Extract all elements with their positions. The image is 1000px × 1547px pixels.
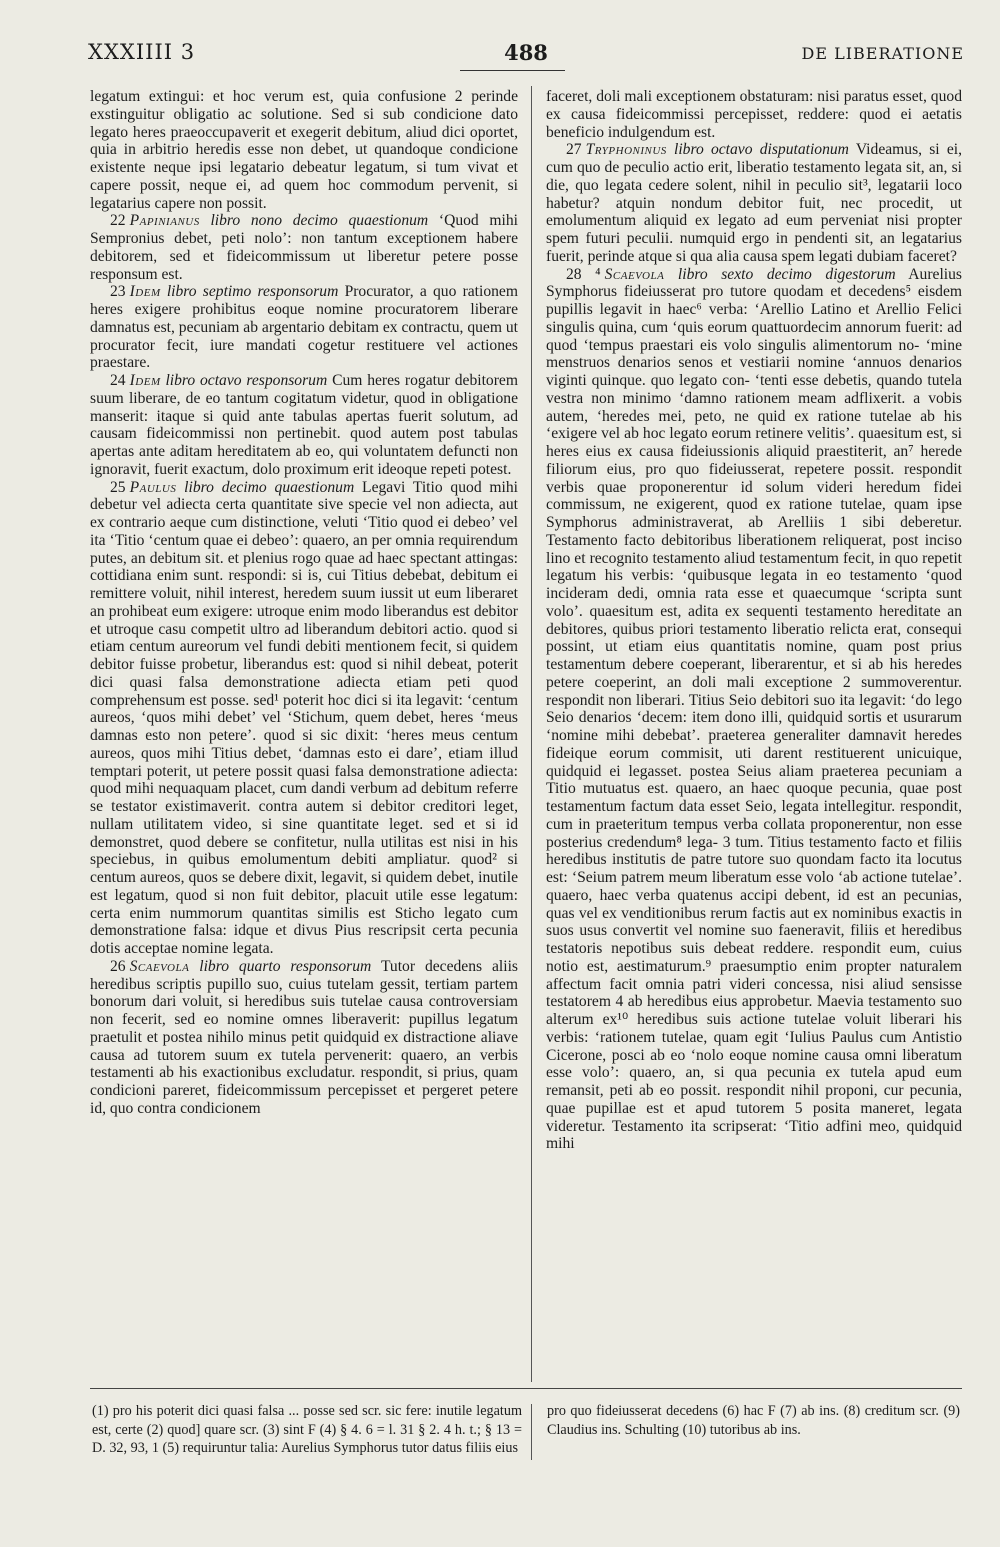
fragment-text: Aurelius Symphorus fideiusserat pro tutore quodam et decedens⁵ eisdem pupillis legavit in haec⁶ verba: ‘Arellio Latino et Arellio Felici singulis quina, cum ‘quis eorum quattuordecim annorum fuerit: ad quod ‘tempus praestari eis volo singulis alimentorum no- ‘mine menstruos denarios senos et vestiarii nomine ‘annuos denarios viginti quinque. quo legato con- ‘tenti esse debetis, quando tutela vestra non minimo ‘damno rationem meam adflixerit. a vobis autem, ‘heredes mei, peto, ne quid ex ratione tutelae ab his ‘exigere vel ab hoc legato eorum retinere velitis’. quaesitum est, si heres eius ex causa fideiussionis aliquid praestiterit, an⁷ herede filiorum eius, pro quo fideiusserat, repetere possit. respondit verbis quae proponerentur id solum videri heredum fidei commissum, ne exigerent, quod ex ratione tutelae, quam ipse Symphorus administraverat, ab Arelliis 1 sibi deberetur. Testamento facto debitoribus liberationem reliquerat, post inciso lino et recognito testamento aliud testamentum fecit, in quo repetit legatum his verbis: ‘quibusque legata in eo testamento ‘quod incideram dedi, omnia rata esse et quaecumque ‘scripta sunt volo’. quaesitum est, adita ex sequenti testamento hereditate an debitores, quibus priori testamento liberatio relicta erat, consequi possint, ut etiam eius quantitatis nomine, quam post prius testamentum debere coeperant, liberarentur, et si ab his heredes petere coeperint, an doli mali exceptione 2 summoverentur. respondit non liberari. Titius Seio debitori suo ita legavit: ‘do lego Seio denarios ‘decem: item dono illi, quidquid sortis et usurarum ‘nomine mihi debebat’. praeterea generaliter damnavit heredes fideique eorum commisit, uti darent restituerent unicuique, quidquid ei legasset. postea Seius aliam praeterea pecuniam a Titio mutuatus est. quaero, an haec quoque pecunia, quae post testamentum factum data esset Seio, legata intellegitur. respondit, cum in praeteritum tempus verba collata proponerentur, non esse posterius credendum⁸ lega- 3 tum. Titius testamento facto et filiis heredibus institutis de patre tutore suo quondam facto ita locutus est: ‘Seium patrem meum liberatum esse volo ‘ab actione tutelae’. quaero, haec verba quatenus accipi debent, id est an pecunias, quas vel ex venditionibus rerum factis aut ex nominibus exactis in suos usus convertit vel nomine suo faeneravit, filiis et heredibus testatoris nepotibus suis debeat reddere. respondit eum, cuius notio est, aestimaturum.⁹ praesumptio enim propter naturalem affectum facit omnia patri videri concessa, nisi aliud sensisse testatorem 4 ab heredibus eius approbetur. Maevia testamento suo alterum ex¹⁰ heredibus suis actione tutelae voluit liberari his verbis: ‘rationem tutelae, quam egit ‘Iulius Paulus cum Antistio Cicerone, posci ab eo ‘nolo eoque nomine causa omni liberatum esse volo’: quaero, an, si qua pecunia ex tutela apud eum remansit, peti ab eo possit. respondit nihil proponi, cur pecunia, quae pupillae est et apud tutorem 5 posita maneret, legata videretur. Testamento ita scripserat: ‘Titio adfini meo, quidquid mihi — [546, 265, 962, 1153]
jurist-name: Papinianus — [129, 212, 200, 230]
footnotes-right: pro quo fideiusserat decedens (6) hac F (7) ab ins. (8) creditum scr. (9) Claudius ins. Schulting (10) tutoribus ab ins. — [547, 1403, 960, 1438]
fragment-paragraph — [546, 266, 962, 1154]
jurist-name: Scaevola — [129, 957, 190, 975]
page-number-rule — [460, 70, 565, 71]
left-column — [90, 88, 518, 1380]
page-number: 488 — [504, 40, 548, 65]
jurist-name: Paulus — [129, 478, 177, 496]
fragment-text: Videamus, si ei, cum quo de peculio actio erit, liberatio testamento legata sit, an, si die, quo legata cedere solent, nihil in peculio sit³, legatarii loco habetur? atquin nondum debitor fuit, nec procedit, ut emolumentum aliquid ex legato ad eum perveniat nisi propter spem futuri peculii. numquid ergo in pendenti sit, an legatarius fuerit, perinde atque si qua alia causa spem legati dubiam faceret? — [546, 141, 962, 265]
fragment-paragraph — [90, 479, 518, 958]
fragment-paragraph — [90, 283, 518, 372]
fragment-paragraph — [546, 141, 962, 265]
header-right: DE LIBERATIONE — [801, 44, 964, 63]
fragment-number: 26 — [110, 957, 126, 975]
fragment-text: faceret, doli mali exceptionem obstaturam: nisi paratus esset, quod ex causa fideicommissi percepisset, reddere: quod ei aetatis beneficio indulgendum est. — [546, 88, 962, 141]
fragment-text: Legavi Titio quod mihi debetur vel adiecta certa quantitate sive specie vel non adiecta, aut ex contrario aeque cum distinctione, veluti ‘Titio quod ei debeo’ vel ita ‘Titio ‘centum quae ei debeo’: quaero, an per omnia requirendum putes, an debitum sit. et plenius rogo quae ad haec spectant attingas: cottidiana enim sunt. respondi: si is, cui Titius debebat, debitum ei remittere voluit, nihil interest, heredem suum iussit ut eum liberaret an prohibeat eum exigere: utroque enim modo liberandus est debitor et utroque casu competit ultro ad liberandum debitori actio. quod si etiam centum aureorum vel fundi debiti mentionem fecit, si quidem debitor fuisse probetur, liberandus est: quod si nihil debeat, poterit dici quasi falsa demonstratione adiecta etiam peti quod comprehensum est posse. sed¹ poterit hoc dici si ita legavit: ‘centum aureos, ‘quos mihi debet’ vel ‘Stichum, quem debet, heres ‘meus damnas esto non petere’. quod si sic dixit: ‘heres meus centum aureos, quos mihi Titius debet, ‘damnas esto ei dare’, etiam illud temptari poterit, ut petere possit quasi falsa demonstratione adiecta: quod mihi nequaquam placet, cum dandi verbum ad debitum referre se testator existimaverit. contra autem si debitor creditori leget, nullam utilitatem video, si sine quantitate leget. sed et si id demonstret, quod debere se confitetur, nulla utilitas est nisi in his speciebus, in quibus emolumentum debiti ampliatur. quod² si centum aureos, quos se debere dixit, legavit, si quidem debet, inutile est legatum, quod si non fuit debitor, placuit utile esse legatum: certa enim nummorum quantitas similis est Sticho legato cum demonstratione falsa: idque et divus Pius rescripsit certa pecunia dotis acceptae nomine legata. — [90, 478, 518, 957]
source-work: libro septimo responsorum — [166, 283, 339, 301]
fragment-paragraph — [90, 212, 518, 283]
right-column — [546, 88, 962, 1380]
header-left: XXXIIII 3 — [88, 40, 196, 64]
fragment-number: 25 — [110, 478, 126, 496]
fragment-number: 27 — [566, 141, 582, 159]
running-header — [88, 40, 964, 70]
source-work: libro octavo disputationum — [674, 141, 849, 159]
footnotes-left: (1) pro his poterit dici quasi falsa ... posse sed scr. sic fere: inutile legatum est, certe (2) quod] quare scr. (3) sint F (4) § 4. 6 = l. 31 § 2. 4 h. t.; § 13 = D. 32, 93, 1 (5) requiruntur talia: Aurelius Symphorus tutor datus filiis eius — [92, 1403, 522, 1456]
jurist-name: Idem — [129, 372, 161, 389]
continued-paragraph — [90, 88, 518, 212]
column-divider — [531, 86, 532, 1382]
source-work: libro decimo quaestionum — [184, 478, 355, 496]
footnote-divider — [531, 1404, 532, 1460]
fragment-paragraph — [90, 372, 518, 479]
fragment-text: ‘Quod mihi Sempronius debet, peti nolo’: non tantum exceptionem habere debitorem, sed et fideicommissum ut liberetur petere posse responsum est. — [90, 212, 518, 283]
fragment-number: 22 — [110, 212, 126, 230]
jurist-name: Tryphoninus — [585, 141, 667, 159]
source-work: libro octavo responsorum — [165, 372, 328, 389]
fragment-number: 28 ⁴ — [566, 265, 601, 283]
fragment-text: Procurator, a quo rationem heres exigere prohibitus eoque nomine procuratorem liberare damnatus est, pecuniam ab argentario debitam ex contractu, quem ut procurator fecit, iure mandati cogetur restituere vel actiones praestare. — [90, 283, 518, 372]
fragment-text: Cum heres rogatur debitorem suum liberare, de eo tantum cogitatum videtur, quod in obligatione manserit: itaque si quid ante tabulas apertas fuerit solutum, ad causam fideicommissi non pertinebit. quod autem post tabulas apertas ante aditam hereditatem ab eo, qui voluntatem defuncti non ignoravit, fuerit exactum, dolo proximum erit ideoque repeti potest. — [90, 372, 518, 478]
jurist-name: Idem — [129, 283, 161, 301]
fragment-number: 24 — [110, 372, 126, 389]
jurist-name: Scaevola — [604, 265, 665, 283]
footnote-rule — [90, 1388, 962, 1389]
fragment-paragraph — [90, 958, 518, 1118]
continued-paragraph — [546, 88, 962, 141]
fragment-number: 23 — [110, 283, 126, 301]
source-work: libro sexto decimo digestorum — [677, 265, 896, 283]
fragment-text: Tutor decedens aliis heredibus scriptis pupillo suo, cuius tutelam gessit, tertiam partem bonorum dari voluit, si heredibus suis tutelae causa controversiam non fecerit, sed eo nomine omnes liberaverit: pupillus legatum praetulit et postea nihilo minus petit quidquid ex distractione aliave causa ad tutorem suum ex tutela pervenerit: quaero, an verbis testamenti ab his exactionibus excludatur. respondit, si prius, quam condicioni pareret, fideicommissum percepisset et pergeret petere id, quo contra condicionem — [90, 957, 518, 1117]
source-work: libro quarto responsorum — [199, 957, 372, 975]
fragment-text: legatum extingui: et hoc verum est, quia confusione 2 perinde exstinguitur obligatio ac solutione. Sed si sub condicione dato legato heres praeoccupaverit et exegerit debitum, aliud dici oportet, quia in arbitrio heredis esse non debet, ut quandoque condicione existente neque ipsi legatario debeatur legatum, si tum vivat et capere possit, neque ei, ad quem hoc commodum pervenit, si legatarius capere non possit. — [90, 88, 518, 212]
source-work: libro nono decimo quaestionum — [210, 212, 429, 230]
